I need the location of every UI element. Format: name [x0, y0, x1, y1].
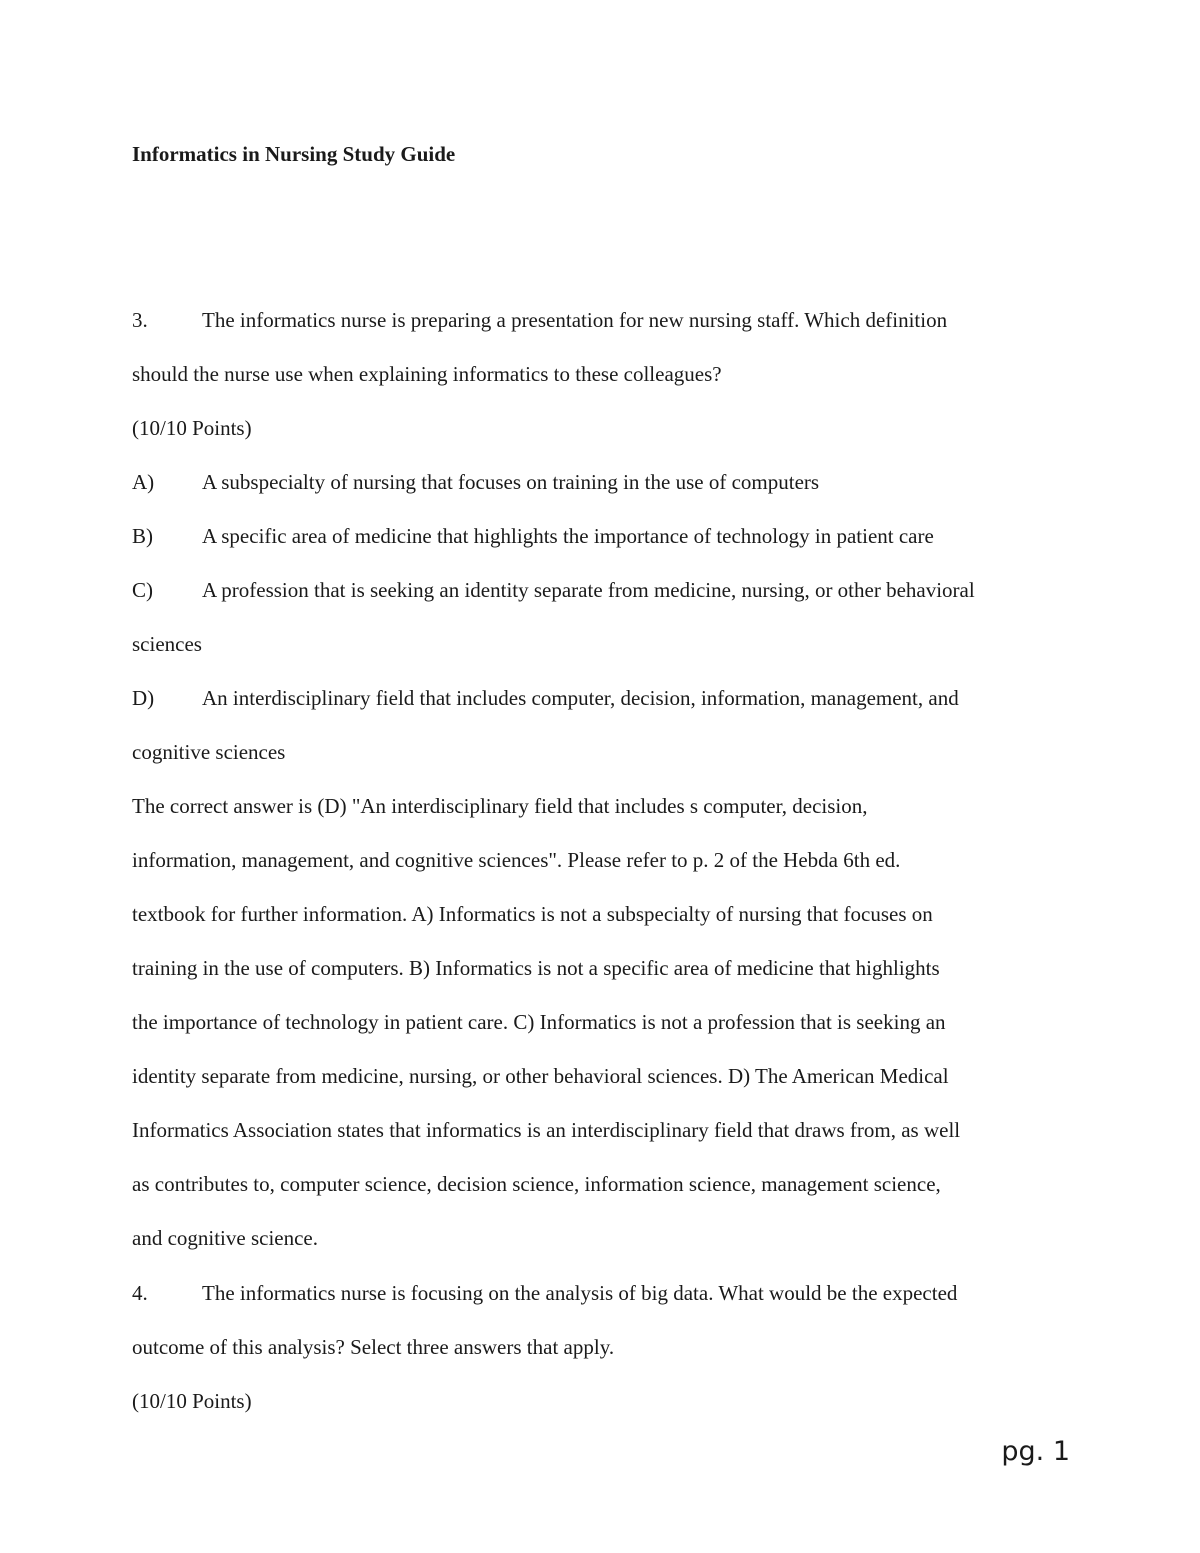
option-c — [132, 575, 975, 605]
explanation-line: information, management, and cognitive sciences". Please refer to p. 2 of the Hebda 6th ed. — [132, 848, 901, 872]
explanation-line: The correct answer is (D) "An interdisciplinary field that includes s computer, decision, — [132, 794, 868, 818]
explanation-line: Informatics Association states that informatics is an interdisciplinary field that draws from, as well — [132, 1118, 961, 1142]
option-label: C) — [132, 578, 153, 602]
explanation-line: and cognitive science. — [132, 1226, 319, 1250]
question-number: 4. — [132, 1281, 148, 1305]
question-4-stem-line-1 — [132, 1278, 957, 1308]
option-text: A profession that is seeking an identity separate from medicine, nursing, or other behavioral — [202, 578, 975, 602]
option-label: A) — [132, 470, 155, 494]
option-text: A specific area of medicine that highlights the importance of technology in patient care — [202, 524, 934, 548]
explanation-line: as contributes to, computer science, decision science, information science, management science, — [132, 1172, 941, 1196]
explanation-line: the importance of technology in patient care. C) Informatics is not a profession that is seeking an — [132, 1010, 946, 1034]
question-text: The informatics nurse is focusing on the analysis of big data. What would be the expected — [202, 1281, 958, 1305]
explanation-line: textbook for further information. A) Informatics is not a subspecialty of nursing that focuses on — [132, 902, 933, 926]
question-3-stem-line-2: should the nurse use when explaining informatics to these colleagues? — [132, 362, 722, 386]
explanation-line: training in the use of computers. B) Informatics is not a specific area of medicine that highlights — [132, 956, 940, 980]
option-d-continuation: cognitive sciences — [132, 740, 286, 764]
option-text: A subspecialty of nursing that focuses on training in the use of computers — [202, 470, 820, 494]
option-text: An interdisciplinary field that includes computer, decision, information, management, and — [202, 686, 959, 710]
question-text: The informatics nurse is preparing a presentation for new nursing staff. Which definition — [202, 308, 948, 332]
option-b — [132, 521, 934, 551]
option-d — [132, 683, 959, 713]
question-3-points: (10/10 Points) — [132, 416, 252, 440]
document-title: Informatics in Nursing Study Guide — [132, 142, 456, 166]
question-4-points: (10/10 Points) — [132, 1389, 252, 1413]
question-4-stem-line-2: outcome of this analysis? Select three answers that apply. — [132, 1335, 615, 1359]
option-label: D) — [132, 686, 155, 710]
question-3-stem-line-1 — [132, 305, 947, 335]
explanation-line: identity separate from medicine, nursing, or other behavioral sciences. D) The American Medical — [132, 1064, 949, 1088]
option-label: B) — [132, 524, 153, 548]
option-c-continuation: sciences — [132, 632, 202, 656]
question-number: 3. — [132, 308, 148, 332]
page-number: pg. 1 — [1001, 1436, 1070, 1467]
option-a — [132, 467, 819, 497]
